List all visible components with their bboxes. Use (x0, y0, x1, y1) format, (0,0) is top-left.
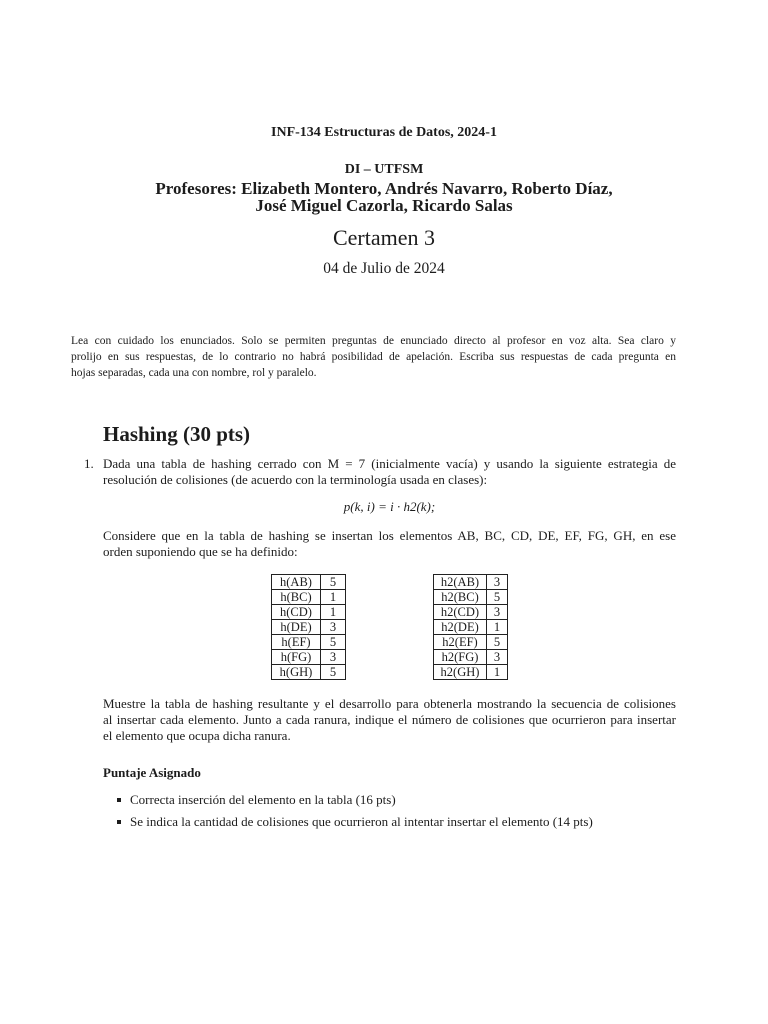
value-cell: 3 (487, 650, 508, 665)
insertion-line: orden suponiendo que se ha definido: (103, 543, 298, 559)
table-row (434, 650, 508, 665)
value-cell: 1 (321, 605, 346, 620)
value-cell: 3 (487, 575, 508, 590)
table-row (272, 620, 346, 635)
scoring-title: Puntaje Asignado (103, 765, 201, 780)
value-cell: 5 (321, 665, 346, 680)
function-cell: h2(CD) (434, 605, 487, 620)
function-cell: h2(FG) (434, 650, 487, 665)
function-cell: h(BC) (272, 590, 321, 605)
table-row (434, 620, 508, 635)
table-row (434, 590, 508, 605)
function-cell: h(CD) (272, 605, 321, 620)
section-title: Hashing (30 pts) (103, 422, 251, 446)
instructions-line: Lea con cuidado los enunciados. Solo se permiten preguntas de enunciado directo al profesor en voz alta. Sea claro y (71, 335, 676, 347)
task-line: Muestre la tabla de hashing resultante y el desarrollo para obtenerla mostrando la secuencia de colisiones (103, 696, 676, 711)
value-cell: 5 (487, 635, 508, 650)
function-cell: h2(GH) (434, 665, 487, 680)
h2-function-table (433, 574, 508, 680)
probe-formula: p(k, i) = i · h2(k); (343, 499, 436, 514)
professors-line-1: Profesores: Elizabeth Montero, Andrés Navarro, Roberto Díaz, (155, 179, 613, 198)
course-name: INF-134 Estructuras de Datos, 2024-1 (271, 125, 497, 140)
insertion-line: Considere que en la tabla de hashing se insertan los elementos AB, BC, CD, DE, EF, FG, GH, en ese (103, 528, 676, 543)
task-line: al insertar cada elemento. Junto a cada ranura, indique el número de colisiones que ocurrieron para insertar (103, 712, 676, 727)
function-cell: h2(BC) (434, 590, 487, 605)
function-cell: h2(AB) (434, 575, 487, 590)
question-number: 1. (84, 456, 94, 471)
value-cell: 5 (321, 635, 346, 650)
function-cell: h2(EF) (434, 635, 487, 650)
insertion-paragraph (103, 528, 676, 559)
professors-line-2: José Miguel Cazorla, Ricardo Salas (255, 196, 513, 215)
table-row (434, 605, 508, 620)
table-row (272, 650, 346, 665)
task-paragraph (103, 696, 676, 744)
function-cell: h(DE) (272, 620, 321, 635)
statement-line: Dada una tabla de hashing cerrado con M = 7 (inicialmente vacía) y usando la siguiente estrategia de (103, 456, 676, 471)
table-row (434, 575, 508, 590)
bullet-square-icon (117, 798, 121, 802)
value-cell: 5 (321, 575, 346, 590)
value-cell: 1 (487, 665, 508, 680)
value-cell: 1 (487, 620, 508, 635)
table-row (272, 635, 346, 650)
exam-date: 04 de Julio de 2024 (323, 260, 445, 277)
function-cell: h(GH) (272, 665, 321, 680)
instructions-paragraph (71, 333, 676, 381)
exam-title: Certamen 3 (332, 225, 436, 250)
table-row (272, 665, 346, 680)
value-cell: 3 (487, 605, 508, 620)
statement-line: resolución de colisiones (de acuerdo con la terminología usada en clases): (103, 472, 488, 487)
function-cell: h(EF) (272, 635, 321, 650)
table-row (272, 590, 346, 605)
function-cell: h2(DE) (434, 620, 487, 635)
scoring-item-text: Se indica la cantidad de colisiones que ocurrieron al intentar insertar el elemento (14 pts) (130, 814, 593, 829)
table-row (434, 665, 508, 680)
value-cell: 5 (487, 590, 508, 605)
department: DI – UTFSM (344, 162, 424, 177)
function-cell: h(FG) (272, 650, 321, 665)
task-line: el elemento que ocupa dicha ranura. (103, 728, 291, 743)
instructions-line: prolijo en sus respuestas, de lo contrario no habrá posibilidad de apelación. Escriba sus respuestas de cada pregunta en (71, 351, 676, 363)
function-cell: h(AB) (272, 575, 321, 590)
h-function-table (271, 574, 346, 680)
value-cell: 3 (321, 620, 346, 635)
table-row (272, 605, 346, 620)
table-row (434, 635, 508, 650)
value-cell: 1 (321, 590, 346, 605)
scoring-item-text: Correcta inserción del elemento en la tabla (16 pts) (130, 792, 396, 807)
instructions-line: hojas separadas, cada una con nombre, rol y paralelo. (71, 367, 317, 379)
value-cell: 3 (321, 650, 346, 665)
table-row (272, 575, 346, 590)
question-statement (103, 456, 676, 488)
bullet-square-icon (117, 820, 121, 824)
